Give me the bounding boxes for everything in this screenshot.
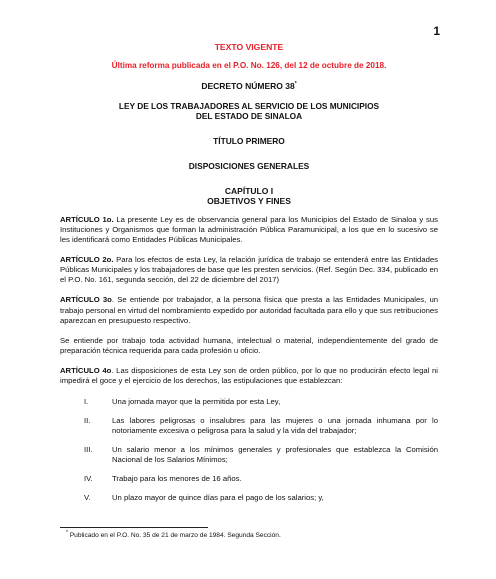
- law-title-line-1: LEY DE LOS TRABAJADORES AL SERVICIO DE LOS MUNICIPIOS: [118, 101, 380, 112]
- titulo-heading: TÍTULO PRIMERO: [213, 135, 285, 146]
- list-item-text: Trabajo para los menores de 16 años.: [112, 474, 242, 484]
- article-4-list: [60, 397, 438, 504]
- law-title-line-2: DEL ESTADO DE SINALOA: [195, 111, 303, 122]
- article-1: [60, 215, 438, 245]
- article-3: [60, 295, 438, 325]
- footnote-mark: *: [66, 529, 68, 536]
- document-body: [60, 42, 438, 513]
- objetivos-label: OBJETIVOS Y FINES: [207, 196, 291, 207]
- disposiciones-heading: DISPOSICIONES GENERALES: [188, 161, 310, 172]
- article-3-label: ARTÍCULO 3o: [60, 295, 112, 305]
- article-3-paragraph-2: Se entiende por trabajo toda actividad humana, intelectual o material, independientemente del grado de preparación técnica requerida para cada profesión u oficio.: [60, 335, 438, 356]
- chapter-heading: [60, 186, 438, 206]
- list-item-number: III.: [84, 445, 93, 455]
- list-item-number: V.: [84, 493, 91, 503]
- ultima-reforma-note: Última reforma publicada en el P.O. No. 126, del 12 de octubre de 2018.: [111, 61, 387, 71]
- list-item: [60, 416, 438, 436]
- footnote-text: Publicado en el P.O. No. 35 de 21 de marzo de 1984. Segunda Sección.: [67, 532, 281, 539]
- texto-vigente-heading: TEXTO VIGENTE: [214, 42, 284, 52]
- footnote-separator: [60, 527, 208, 528]
- list-item-text: Un plazo mayor de quince días para el pago de los salarios; y,: [112, 493, 324, 503]
- list-item-number: II.: [84, 415, 91, 425]
- article-4: [60, 366, 438, 386]
- list-item: [60, 397, 438, 407]
- list-item-text: Las labores peligrosas o insalubres para las mujeres o una jornada inhumana por lo notoriamente excesiva o peligrosa para la salud y la vida del trabajador;: [112, 415, 438, 435]
- list-item: [60, 445, 438, 465]
- law-title: [60, 102, 438, 122]
- list-item-number: IV.: [84, 474, 93, 484]
- article-1-text: La presente Ley es de observancia general para los Municipios del Estado de Sinaloa y sus Instituciones y Organismos que forman la administración Pública Paramunicipal, a los que en lo sucesivo se les identificará como Entidades Públicas Municipales.: [60, 214, 438, 244]
- list-item: [60, 474, 438, 484]
- list-item-number: I.: [84, 396, 89, 406]
- capitulo-label: CAPÍTULO I: [224, 186, 274, 197]
- article-2-label: ARTÍCULO 2o.: [60, 254, 114, 264]
- article-4-label: ARTÍCULO 4o: [60, 366, 112, 376]
- decreto-footnote-mark: *: [294, 81, 297, 88]
- list-item-text: Un salario menor a los mínimos generales y profesionales que establezca la Comisión Nacional de los Salarios Mínimos;: [112, 445, 438, 465]
- article-2-text: Para los efectos de esta Ley, la relación jurídica de trabajo se entenderá entre las Entidades Públicas Municipales y los trabajadores de base que les presten servicios. (Ref. Según Dec. 334, publicado en el P.O. No. 161, segunda sección, del 22 de diciembre del 2017): [60, 254, 438, 285]
- decreto-number: [60, 81, 438, 92]
- article-1-label: ARTÍCULO 1o.: [60, 214, 114, 224]
- list-item-text: Una jornada mayor que la permitida por esta Ley,: [112, 396, 281, 406]
- list-item: [60, 493, 438, 503]
- decreto-text: DECRETO NÚMERO 38: [201, 81, 295, 92]
- page-number: 1: [433, 24, 440, 38]
- footnote: [66, 529, 446, 539]
- article-2: [60, 255, 438, 285]
- article-3-text: . Se entiende por trabajador, a la persona física que presta a las Entidades Municipales, un trabajo personal en virtud del nombramiento expedido por autoridad facultada para ello y que sus retribuciones aparezcan en presupuesto respectivo.: [60, 295, 438, 325]
- article-4-text: . Las disposiciones de esta Ley son de orden público, por lo que no producirán efecto legal ni impedirá el goce y el ejercicio de los derechos, las estipulaciones que establezcan:: [60, 366, 438, 386]
